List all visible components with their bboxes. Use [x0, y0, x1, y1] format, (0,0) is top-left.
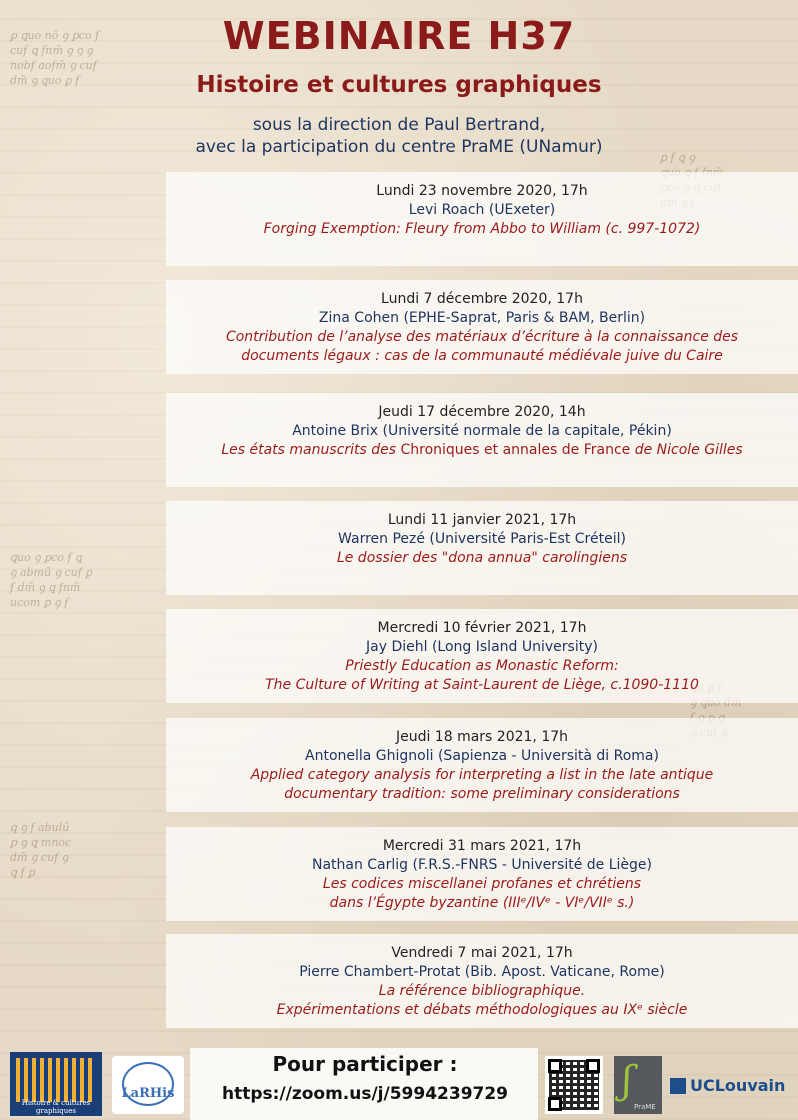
session-talk: Forging Exemption: Fleury from Abbo to William (c. 997-1072)	[263, 221, 701, 237]
direction-line-2: avec la participation du centre PraME (UNamur)	[195, 137, 603, 157]
session-talk: Contribution de l’analyse des matériaux d’écriture à la connaissance des	[225, 329, 739, 345]
session-talk: documentary tradition: some preliminary considerations	[284, 786, 680, 802]
session-card	[166, 172, 798, 266]
manuscript-texture: ꝗuo ꝯ ꝑco ẜ ꝗ ꝯ abmũ ꝯ cuẜ ꝑ ẜ dm̃ ꝯ ꝗ fnm̃ ucom ꝑ ꝯ ẜ	[10, 551, 93, 609]
session-card	[166, 609, 798, 703]
h37-logo-caption: Histoire & cultures graphiques	[21, 1099, 91, 1115]
participate-label: Pour participer :	[272, 1052, 458, 1076]
session-date: Mercredi 10 février 2021, 17h	[377, 620, 587, 636]
zoom-link[interactable]: https://zoom.us/j/5994239729	[221, 1084, 509, 1104]
session-speaker: Pierre Chambert-Protat (Bib. Apost. Vaticane, Rome)	[299, 964, 665, 980]
prame-logo-mark: ʃ	[622, 1058, 633, 1102]
h37-logo	[10, 1052, 102, 1116]
session-talk-part: Les états manuscrits des	[221, 442, 401, 458]
manuscript-texture: ꝗ ꝯ ẜ abulũ ꝑ ꝯ ꝗ mnoc dm̃ ꝯ cuẜ ꝯ ꝗ ẜ ꝑ	[10, 821, 72, 879]
direction-line-1: sous la direction de Paul Bertrand,	[252, 115, 546, 135]
session-date: Lundi 23 novembre 2020, 17h	[376, 183, 588, 199]
session-talk: The Culture of Writing at Saint-Laurent de Liège, c.1090-1110	[265, 677, 699, 693]
session-card	[166, 718, 798, 812]
session-talk: Applied category analysis for interpreting a list in the late antique	[250, 767, 714, 783]
session-speaker: Antonella Ghignoli (Sapienza - Università di Roma)	[305, 748, 659, 764]
direction-text	[0, 114, 798, 158]
prame-logo-text: PraME	[634, 1103, 656, 1111]
larhis-logo-text: LaRHis	[121, 1086, 175, 1101]
session-speaker: Zina Cohen (EPHE-Saprat, Paris & BAM, Berlin)	[318, 310, 646, 326]
footer	[0, 1048, 798, 1120]
session-card	[166, 827, 798, 921]
session-date: Jeudi 17 décembre 2020, 14h	[378, 404, 586, 420]
session-card	[166, 501, 798, 595]
qr-code[interactable]	[545, 1056, 603, 1114]
session-date: Lundi 11 janvier 2021, 17h	[387, 512, 577, 528]
session-talk: Expérimentations et débats méthodologiques au IXᵉ siècle	[276, 1002, 688, 1018]
session-date: Jeudi 18 mars 2021, 17h	[395, 729, 569, 745]
session-card	[166, 934, 798, 1028]
session-date: Lundi 7 décembre 2020, 17h	[381, 291, 583, 307]
page-subtitle: Histoire et cultures graphiques	[196, 72, 602, 98]
larhis-logo	[112, 1056, 184, 1114]
session-speaker: Levi Roach (UExeter)	[408, 202, 556, 218]
session-date: Vendredi 7 mai 2021, 17h	[391, 945, 573, 961]
session-speaker: Antoine Brix (Université normale de la capitale, Pékin)	[292, 423, 672, 439]
session-talk: documents légaux : cas de la communauté médiévale juive du Caire	[241, 348, 723, 364]
h37-logo-mark	[16, 1058, 96, 1102]
session-talk: La référence bibliographique.	[378, 983, 586, 999]
session-talk: Priestly Education as Monastic Reform:	[345, 658, 619, 674]
session-card	[166, 393, 798, 487]
qr-code-finder	[548, 1097, 562, 1111]
session-date: Mercredi 31 mars 2021, 17h	[382, 838, 582, 854]
session-speaker: Nathan Carlig (F.R.S.-FNRS - Université de Liège)	[311, 857, 653, 873]
session-talk: dans l’Égypte byzantine (IIIᵉ/IVᵉ - VIᵉ/VIIᵉ s.)	[329, 895, 635, 911]
session-talk	[166, 441, 798, 460]
prame-logo	[614, 1056, 662, 1114]
uclouvain-logo	[670, 1076, 792, 1102]
uclouvain-logo-text: UCLouvain	[690, 1076, 786, 1095]
session-talk-book-title: Chroniques et annales de France	[400, 442, 631, 458]
session-card	[166, 280, 798, 374]
session-talk: Les codices miscellanei profanes et chrétiens	[322, 876, 642, 892]
qr-code-finder	[586, 1059, 600, 1073]
page-title: WEBINAIRE H37	[222, 14, 576, 58]
session-talk: Le dossier des "dona annua" carolingiens	[336, 550, 628, 566]
session-talk-part: de Nicole Gilles	[630, 442, 743, 458]
participate-block	[200, 1052, 530, 1104]
manuscript-texture: ꝑ ꝗuo nō ꝯ ꝑco ẜ cuẜ ꝗ fnm̃ ꝯ ꝯ ꝯ nobẜ aoẜm̃ ꝯ cuẜ dm̃ ꝯ ꝗuo ꝑ ẜ	[10, 29, 100, 87]
manuscript-texture: ꝑ ẜ ꝗ ꝯ	[660, 151, 695, 164]
session-speaker: Jay Diehl (Long Island University)	[366, 639, 598, 655]
qr-code-finder	[548, 1059, 562, 1073]
uclouvain-logo-mark	[670, 1078, 686, 1094]
session-speaker: Warren Pezé (Université Paris-Est Créteil)	[338, 531, 626, 547]
